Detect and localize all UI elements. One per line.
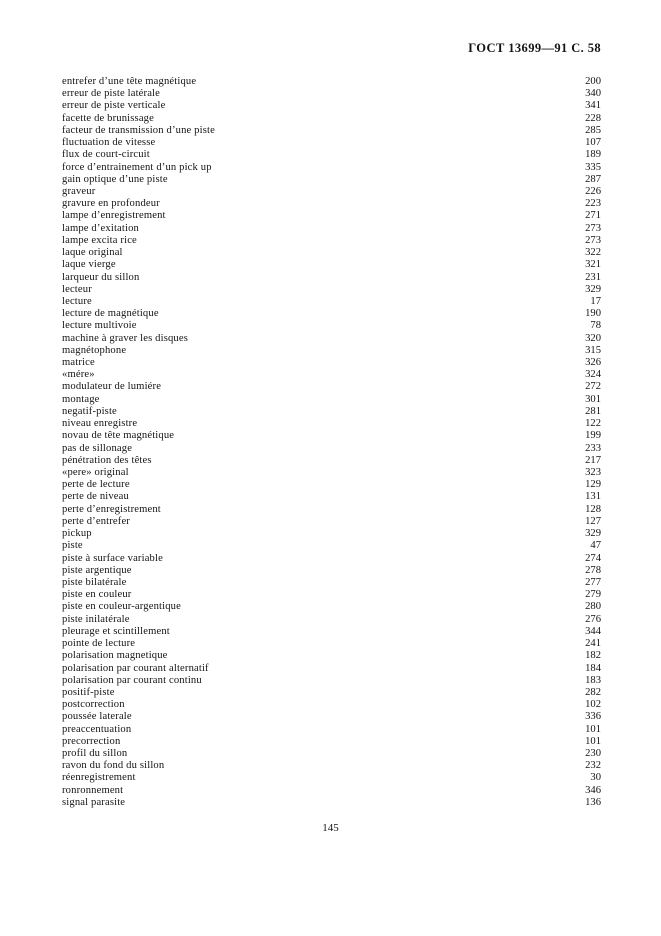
index-term: positif-piste bbox=[62, 686, 115, 698]
index-row bbox=[62, 235, 601, 247]
index-term: pickup bbox=[62, 528, 92, 540]
index-page-number: 301 bbox=[585, 393, 601, 405]
index-term: lecture multivoie bbox=[62, 320, 137, 332]
index-row bbox=[62, 345, 601, 357]
page-footer bbox=[0, 822, 661, 834]
index-row bbox=[62, 504, 601, 516]
index-row bbox=[62, 491, 601, 503]
index-row bbox=[62, 650, 601, 662]
index-term: pleurage et scintillement bbox=[62, 625, 170, 637]
index-page-number: 280 bbox=[585, 601, 601, 613]
index-page-number: 335 bbox=[585, 161, 601, 173]
index-page-number: 131 bbox=[585, 491, 601, 503]
index-row bbox=[62, 284, 601, 296]
index-term: machine à graver les disques bbox=[62, 332, 188, 344]
index-page-number: 277 bbox=[585, 576, 601, 588]
index-row bbox=[62, 443, 601, 455]
index-page-number: 189 bbox=[585, 149, 601, 161]
index-page-number: 329 bbox=[585, 528, 601, 540]
index-row bbox=[62, 797, 601, 809]
index-row bbox=[62, 589, 601, 601]
index-row bbox=[62, 577, 601, 589]
index-term: ronronnement bbox=[62, 784, 124, 796]
index-term: signal parasite bbox=[62, 796, 126, 808]
index-row bbox=[62, 357, 601, 369]
index-term: piste inilatérale bbox=[62, 613, 130, 625]
index-page-number: 346 bbox=[585, 784, 601, 796]
index-row bbox=[62, 626, 601, 638]
index-page-number: 129 bbox=[585, 479, 601, 491]
index-row bbox=[62, 320, 601, 332]
index-page-number: 271 bbox=[585, 210, 601, 222]
index-page-number: 320 bbox=[585, 332, 601, 344]
index-term: force d’entrainement d’un pick up bbox=[62, 161, 212, 173]
index-row bbox=[62, 247, 601, 259]
index-page-number: 233 bbox=[585, 442, 601, 454]
index-term: lecture de magnétique bbox=[62, 308, 159, 320]
index-term: precorrection bbox=[62, 735, 121, 747]
index-page-number: 315 bbox=[585, 344, 601, 356]
page-number: 145 bbox=[322, 822, 339, 834]
index-row bbox=[62, 638, 601, 650]
index-term: entrefer d’une tête magnétique bbox=[62, 76, 197, 87]
index-page-number: 272 bbox=[585, 381, 601, 393]
index-page-number: 273 bbox=[585, 222, 601, 234]
index-row bbox=[62, 272, 601, 284]
index-term: postcorrection bbox=[62, 699, 125, 711]
index-page-number: 228 bbox=[585, 112, 601, 124]
index-row bbox=[62, 516, 601, 528]
index-term: piste à surface variable bbox=[62, 552, 163, 564]
index-page-number: 274 bbox=[585, 552, 601, 564]
index-term: gain optique d’une piste bbox=[62, 173, 168, 185]
index-row bbox=[62, 296, 601, 308]
index-row bbox=[62, 479, 601, 491]
index-term: piste en couleur-argentique bbox=[62, 601, 181, 613]
index-page-number: 344 bbox=[585, 625, 601, 637]
index-term: polarisation par courant continu bbox=[62, 674, 202, 686]
index-term: larqueur du sillon bbox=[62, 271, 140, 283]
index-page-number: 30 bbox=[590, 772, 601, 784]
index-page-number: 285 bbox=[585, 124, 601, 136]
index-page-number: 232 bbox=[585, 760, 601, 772]
index-row bbox=[62, 162, 601, 174]
index-term: erreur de piste verticale bbox=[62, 100, 166, 112]
index-page-number: 324 bbox=[585, 369, 601, 381]
index-row bbox=[62, 210, 601, 222]
index-page-number: 47 bbox=[590, 540, 601, 552]
index-page-number: 136 bbox=[585, 796, 601, 808]
index-term: perte d’entrefer bbox=[62, 515, 130, 527]
index-row bbox=[62, 174, 601, 186]
index-row bbox=[62, 760, 601, 772]
index-page-number: 78 bbox=[590, 320, 601, 332]
index-page-number: 282 bbox=[585, 686, 601, 698]
index-term: réenregistrement bbox=[62, 772, 136, 784]
index-page-number: 230 bbox=[585, 748, 601, 760]
index-term: lampe d’enregistrement bbox=[62, 210, 166, 222]
index-row bbox=[62, 699, 601, 711]
index-row bbox=[62, 553, 601, 565]
index-page-number: 279 bbox=[585, 589, 601, 601]
index-row bbox=[62, 259, 601, 271]
index-page-number: 340 bbox=[585, 88, 601, 100]
index-page-number: 102 bbox=[585, 699, 601, 711]
index-row bbox=[62, 772, 601, 784]
index-page-number: 326 bbox=[585, 357, 601, 369]
index-term: piste bbox=[62, 540, 83, 552]
index-page-number: 183 bbox=[585, 674, 601, 686]
index-page-number: 128 bbox=[585, 503, 601, 515]
index-row bbox=[62, 76, 601, 88]
index-term: perte d’enregistrement bbox=[62, 503, 161, 515]
index-term: fluctuation de vitesse bbox=[62, 137, 156, 149]
index-term: laque vierge bbox=[62, 259, 116, 271]
index-row bbox=[62, 369, 601, 381]
index-term: preaccentuation bbox=[62, 723, 132, 735]
index-term: poussée laterale bbox=[62, 711, 132, 723]
index-page-number: 217 bbox=[585, 454, 601, 466]
index-row bbox=[62, 308, 601, 320]
index-row bbox=[62, 724, 601, 736]
index-page-number: 231 bbox=[585, 271, 601, 283]
index-page-number: 223 bbox=[585, 198, 601, 210]
index-row bbox=[62, 748, 601, 760]
index-row bbox=[62, 467, 601, 479]
index-page-number: 226 bbox=[585, 185, 601, 197]
index-row bbox=[62, 137, 601, 149]
index-term: lampe d’exitation bbox=[62, 222, 139, 234]
index-row bbox=[62, 418, 601, 430]
index-term: montage bbox=[62, 393, 100, 405]
index-term: erreur de piste latérale bbox=[62, 88, 161, 100]
page-header bbox=[468, 41, 601, 56]
index-term: novau de tête magnétique bbox=[62, 430, 175, 442]
index-page-number: 241 bbox=[585, 638, 601, 650]
index-page-number: 122 bbox=[585, 418, 601, 430]
index-page-number: 127 bbox=[585, 515, 601, 527]
index-term: magnétophone bbox=[62, 344, 127, 356]
index-row bbox=[62, 565, 601, 577]
index-term: piste bilatérale bbox=[62, 576, 127, 588]
index-row bbox=[62, 100, 601, 112]
index-term: niveau enregistre bbox=[62, 418, 138, 430]
index-page-number: 273 bbox=[585, 234, 601, 246]
index-term: matrice bbox=[62, 357, 95, 369]
index-row bbox=[62, 455, 601, 467]
index-row bbox=[62, 223, 601, 235]
index-page-number: 182 bbox=[585, 650, 601, 662]
index-page-number: 322 bbox=[585, 247, 601, 259]
index-term: flux de court-circuit bbox=[62, 149, 150, 161]
index-term: facteur de transmission d’une piste bbox=[62, 124, 215, 136]
index-row bbox=[62, 113, 601, 125]
index-term: ravon du fond du sillon bbox=[62, 760, 165, 772]
index-page-number: 276 bbox=[585, 613, 601, 625]
index-page-number: 321 bbox=[585, 259, 601, 271]
index-row bbox=[62, 88, 601, 100]
index-term: piste argentique bbox=[62, 564, 132, 576]
index-term: pas de sillonage bbox=[62, 442, 133, 454]
index-term: graveur bbox=[62, 185, 96, 197]
index-row bbox=[62, 528, 601, 540]
index-term: profil du sillon bbox=[62, 748, 128, 760]
index-term: laque original bbox=[62, 247, 123, 259]
index-term: negatif-piste bbox=[62, 405, 117, 417]
index-page-number: 190 bbox=[585, 308, 601, 320]
index-page-number: 17 bbox=[590, 295, 601, 307]
index-row bbox=[62, 381, 601, 393]
document-title: ГОСТ 13699—91 С. 58 bbox=[468, 41, 601, 55]
index-term: lampe excita rice bbox=[62, 234, 137, 246]
index-row bbox=[62, 711, 601, 723]
index-term: perte de niveau bbox=[62, 491, 129, 503]
index-row bbox=[62, 198, 601, 210]
index-term: modulateur de lumiére bbox=[62, 381, 162, 393]
index-row bbox=[62, 186, 601, 198]
index-row bbox=[62, 675, 601, 687]
index-page-number: 278 bbox=[585, 564, 601, 576]
index-term: polarisation magnetique bbox=[62, 650, 168, 662]
index-row bbox=[62, 614, 601, 626]
index-row bbox=[62, 785, 601, 797]
index-term: perte de lecture bbox=[62, 479, 130, 491]
index-term: pénétration des têtes bbox=[62, 454, 152, 466]
index-row bbox=[62, 687, 601, 699]
index-term: piste en couleur bbox=[62, 589, 132, 601]
index-page-number: 287 bbox=[585, 173, 601, 185]
index-page-number: 336 bbox=[585, 711, 601, 723]
index-page-number: 101 bbox=[585, 735, 601, 747]
index-row bbox=[62, 663, 601, 675]
index-row bbox=[62, 333, 601, 345]
index-term: polarisation par courant alternatif bbox=[62, 662, 209, 674]
index-term: gravure en profondeur bbox=[62, 198, 160, 210]
index-page-number: 329 bbox=[585, 283, 601, 295]
index-list bbox=[62, 76, 601, 809]
index-page-number: 341 bbox=[585, 100, 601, 112]
index-page-number: 200 bbox=[585, 76, 601, 87]
index-term: «mére» bbox=[62, 369, 95, 381]
index-page-number: 323 bbox=[585, 467, 601, 478]
index-row bbox=[62, 601, 601, 613]
index-term: pointe de lecture bbox=[62, 638, 136, 650]
index-term: lecteur bbox=[62, 283, 92, 295]
index-row bbox=[62, 149, 601, 161]
index-page-number: 184 bbox=[585, 662, 601, 674]
index-page-number: 281 bbox=[585, 405, 601, 417]
index-page-number: 107 bbox=[585, 137, 601, 149]
index-row bbox=[62, 540, 601, 552]
index-row bbox=[62, 406, 601, 418]
index-row bbox=[62, 394, 601, 406]
index-row bbox=[62, 125, 601, 137]
index-row bbox=[62, 430, 601, 442]
index-term: lecture bbox=[62, 295, 92, 307]
index-term: «pere» original bbox=[62, 467, 129, 478]
index-row bbox=[62, 736, 601, 748]
index-page-number: 101 bbox=[585, 723, 601, 735]
index-term: facette de brunissage bbox=[62, 112, 154, 124]
index-page-number: 199 bbox=[585, 430, 601, 442]
